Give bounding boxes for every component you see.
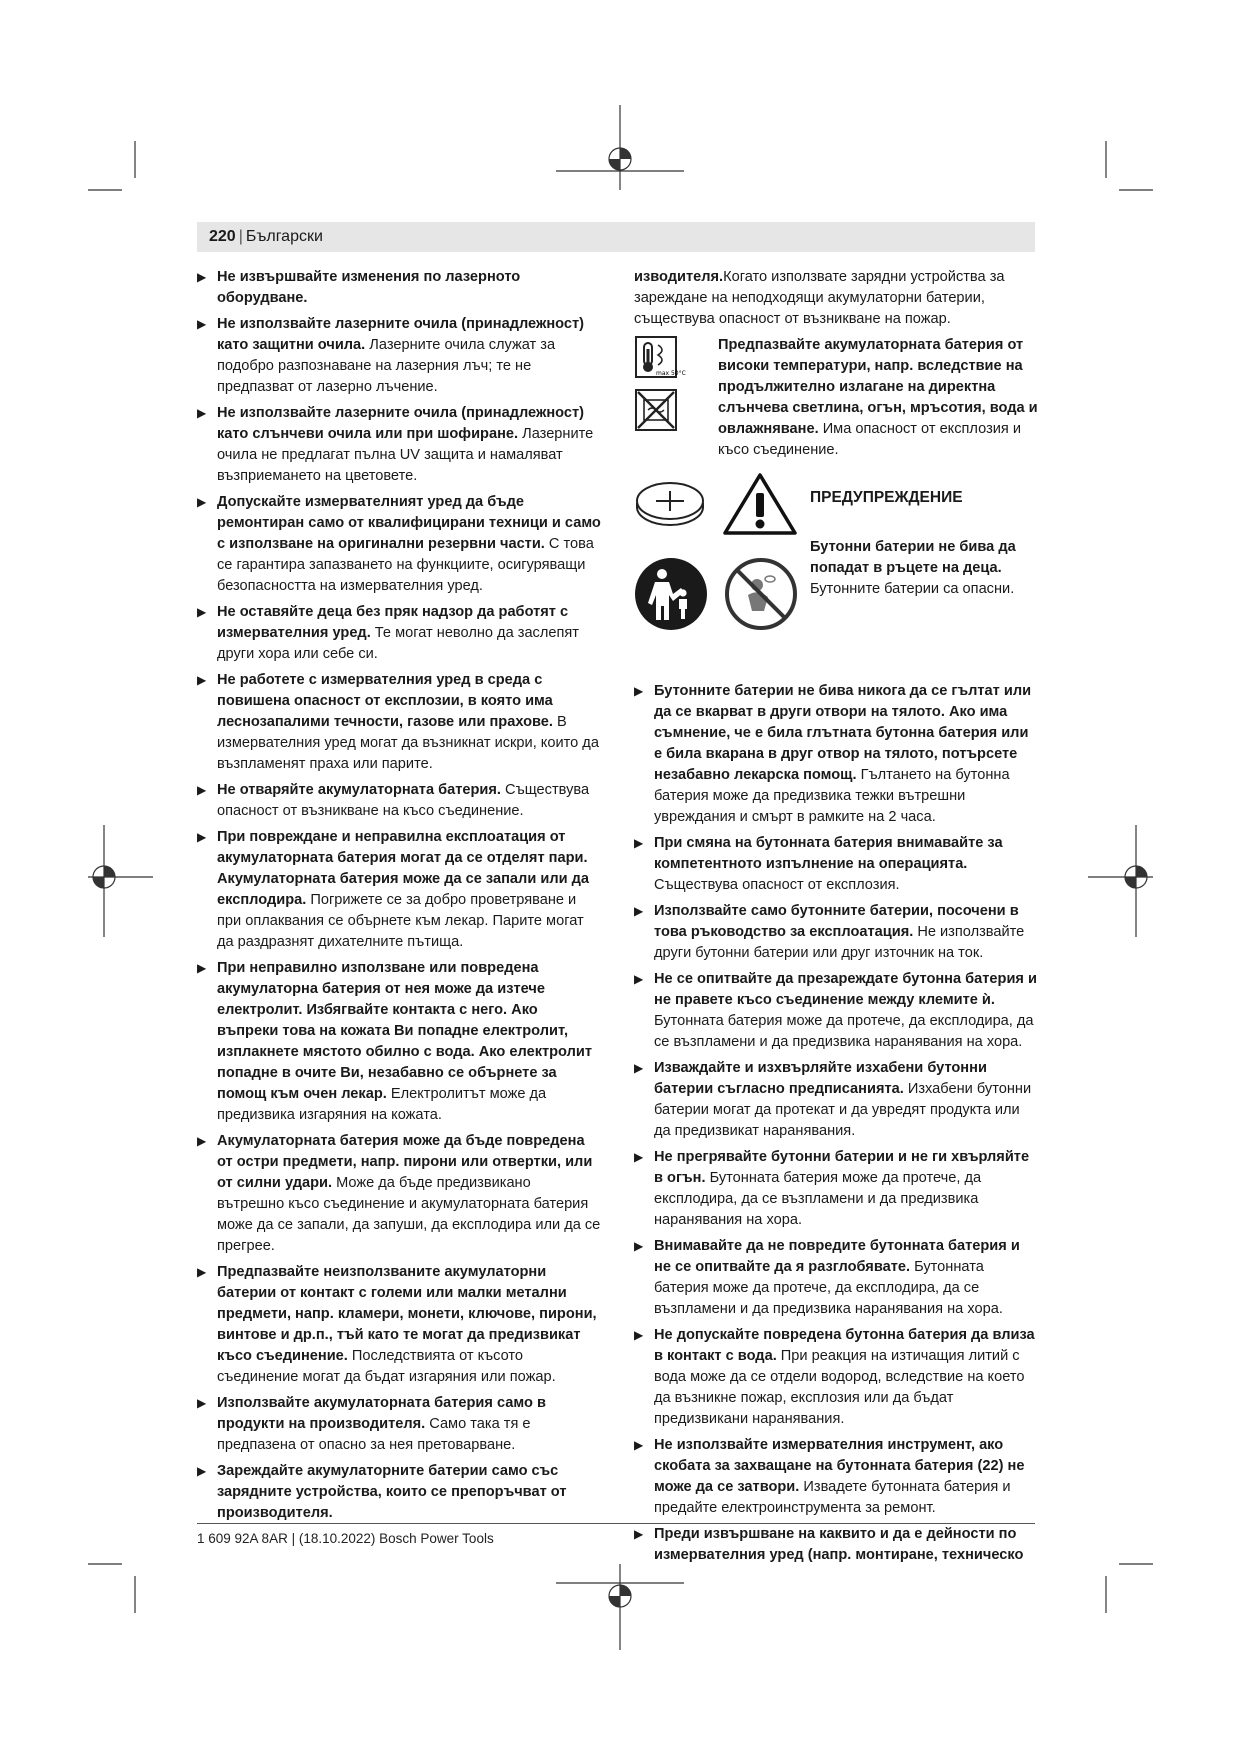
bullet-arrow-icon: ▶: [197, 317, 207, 331]
safety-item-text: С това се гарантира запазването на функциите, осигуряващи безопасността на измервателния уред.: [217, 536, 594, 594]
bullet-arrow-icon: ▶: [197, 1464, 207, 1478]
page-number: 220: [209, 228, 236, 245]
safety-item-bold: Не допускайте повредена бутонна батерия да влиза в контакт с вода.: [654, 1327, 1035, 1364]
safety-item: [634, 1524, 1038, 1566]
safety-item-bold: При смяна на бутонната батерия внимавайте за компетентното изпълнение на операцията.: [654, 835, 1003, 872]
safety-item-bold: Предпазвайте неизползваните акумулаторни батерии от контакт с големи или малки метални предмети, напр. кламери, монети, ключове, пирони, винтове и др.п., тъй като те могат да предизвикат късо съединение.: [217, 1264, 597, 1364]
safety-item-text: Те могат неволно да заслепят други хора или себе си.: [217, 625, 579, 662]
no-water-icon: [634, 388, 678, 432]
safety-item: [197, 314, 601, 398]
bullet-arrow-icon: ▶: [634, 1527, 644, 1541]
bullet-arrow-icon: ▶: [197, 1265, 207, 1279]
bullet-arrow-icon: ▶: [634, 1438, 644, 1452]
safety-item-text: Може да бъде предизвикано вътрешно късо съединение и акумулаторната батерия може да се запали, да запуши, да експлодира или да се прегрее.: [217, 1175, 601, 1254]
bullet-arrow-icon: ▶: [197, 1134, 207, 1148]
header-separator: |: [238, 228, 243, 245]
safety-item-text: Не използвайте други бутонни батерии или друг източник на ток.: [654, 924, 1025, 961]
bullet-arrow-icon: ▶: [197, 1396, 207, 1410]
bullet-arrow-icon: ▶: [634, 1061, 644, 1075]
safety-item-text: В измервателния уред могат да възникнат искри, които да възпламенят праха или парите.: [217, 714, 599, 772]
button-battery-icon: [634, 479, 706, 527]
safety-item-text: Изхабени бутонни батерии могат да протекат и да увредят продукта или да предизвикат наранявания.: [654, 1081, 1032, 1139]
bullet-arrow-icon: ▶: [634, 836, 644, 850]
safety-item-text: Гълтането на бутонна батерия може да предизвика тежки вътрешни увреждания и смърт в рамките на 2 часа.: [654, 767, 1010, 825]
safety-item: [634, 1236, 1038, 1320]
bullet-arrow-icon: ▶: [634, 684, 644, 698]
safety-item-text: Бутонната батерия може да протече, да експлодира, да се възпламени и да предизвика наранявания на хора.: [654, 1170, 982, 1228]
safety-item-text: Само така тя е предпазена от опасно за нея претоварване.: [217, 1416, 531, 1453]
bullet-arrow-icon: ▶: [197, 270, 207, 284]
bullet-arrow-icon: ▶: [197, 961, 207, 975]
safety-item-bold: Не се опитвайте да презареждате бутонна батерия и не правете късо съединение между клемите ѝ.: [654, 971, 1037, 1008]
heat-warning-text: Предпазвайте акумулаторната батерия от високи температури, напр. вследствие на продължително излагане на директна слънчева светлина, огън, мръсотия, вода и овлажняване. Има опасност от експлозия и късо съединение.: [718, 337, 1038, 458]
button-battery-warning-text: Бутонни батерии не бива да попадат в ръцете на деца. Бутонните батерии са опасни.: [810, 539, 1016, 597]
safety-item: [197, 1262, 601, 1388]
warning-title: ПРЕДУПРЕЖДЕНИЕ: [810, 489, 963, 506]
footer-rule: [197, 1523, 1035, 1524]
safety-item: [197, 780, 601, 822]
safety-item-text: Съществува опасност от експлозия.: [654, 877, 900, 893]
safety-item: [197, 1461, 601, 1524]
svg-text:max 50°C: max 50°C: [656, 370, 686, 377]
bullet-arrow-icon: ▶: [634, 972, 644, 986]
safety-item: [197, 267, 601, 309]
safety-item-bold: Не използвайте измервателния инструмент, ако скобата за захващане на бутонната батерия (22) не може да се затвори.: [654, 1437, 1025, 1495]
safety-item: [197, 403, 601, 487]
page-footer: 1 609 92A 8AR | (18.10.2022) Bosch Power Tools: [197, 1531, 494, 1546]
safety-item-bold: Не оставяйте деца без пряк надзор да работят с измервателния уред.: [217, 604, 569, 641]
safety-item: [634, 969, 1038, 1053]
bullet-arrow-icon: ▶: [634, 904, 644, 918]
safety-item-bold: Зареждайте акумулаторните батерии само със зарядните устройства, които се препоръчват от производителя.: [217, 1463, 567, 1521]
bullet-arrow-icon: ▶: [197, 783, 207, 797]
safety-item-bold: Не отваряйте акумулаторната батерия.: [217, 782, 501, 798]
safety-item-text: Бутонната батерия може да протече, да експлодира, да се възпламени и да предизвика наранявания на хора.: [654, 1259, 1003, 1317]
page-header: [209, 227, 323, 247]
safety-item-bold: Акумулаторната батерия може да бъде повредена от остри предмети, напр. пирони или отвертки, или от силни удари.: [217, 1133, 593, 1191]
safety-item-text: Погрижете се за добро проветряване и при оплаквания се обърнете към лекар. Парите могат да раздразнят дихателните пътища.: [217, 892, 584, 950]
right-column: [634, 267, 1038, 1571]
safety-item: [197, 827, 601, 953]
bullet-arrow-icon: ▶: [197, 605, 207, 619]
safety-item-bold: Използвайте само бутонните батерии, посочени в това ръководство за експлоатация.: [654, 903, 1019, 940]
safety-item: [634, 901, 1038, 964]
safety-item-text: Бутонната батерия може да протече, да експлодира, да се възпламени и да предизвика наранявания на хора.: [654, 1013, 1034, 1050]
safety-item-bold: Не работете с измервателния уред в среда с повишена опасност от експлозии, в която има леснозапалими течности, газове или прахове.: [217, 672, 553, 730]
safety-item: [634, 1147, 1038, 1231]
safety-item: [197, 492, 601, 597]
do-not-swallow-icon: [724, 557, 798, 631]
safety-item-bold: Внимавайте да не повредите бутонната батерия и не се опитвайте да я разглобявате.: [654, 1238, 1020, 1275]
bullet-arrow-icon: ▶: [634, 1328, 644, 1342]
safety-item-bold: Използвайте акумулаторната батерия само в продукти на производителя.: [217, 1395, 546, 1432]
safety-item-text: Съществува опасност от възникване на късо съединение.: [217, 782, 590, 819]
left-column: [197, 267, 601, 1529]
safety-item-bold: Не извършвайте изменения по лазерното оборудване.: [217, 269, 521, 306]
safety-item: [197, 1131, 601, 1257]
safety-item-text: Извадете бутонната батерия и предайте електроинструмента за ремонт.: [654, 1479, 1011, 1516]
safety-item-bold: При повреждане и неправилна експлоатация от акумулаторната батерия могат да се отделят пари. Акумулаторната батерия може да се запали или да експлодира.: [217, 829, 589, 908]
thermometer-icon: [634, 335, 686, 379]
bullet-arrow-icon: ▶: [197, 495, 207, 509]
safety-item-text: При реакция на изтичащия литий с вода може да се отдели водород, вследствие на което да възникне пожар, експлозия или да бъдат предизвикани наранявания.: [654, 1348, 1025, 1427]
bullet-arrow-icon: ▶: [634, 1239, 644, 1253]
safety-item: [197, 1393, 601, 1456]
safety-item: [197, 670, 601, 775]
heat-icons: [634, 335, 718, 439]
safety-item-bold: Допускайте измервателният уред да бъде ремонтиран само от квалифицирани техници и само с използване на оригинални резервни части.: [217, 494, 601, 552]
safety-item: [634, 1435, 1038, 1519]
bullet-arrow-icon: ▶: [197, 673, 207, 687]
bullet-arrow-icon: ▶: [197, 406, 207, 420]
safety-item-bold: Не прегрявайте бутонни батерии и не ги хвърляйте в огън.: [654, 1149, 1030, 1186]
header-language: Български: [245, 228, 323, 245]
safety-item-text: Лазерните очила служат за подобро разпознаване на лазерния лъч; те не предпазват от лазерно лъчение.: [217, 337, 556, 395]
safety-item: [634, 1058, 1038, 1142]
safety-item-bold: Преди извършване на каквито и да е дейности по измервателния уред (напр. монтиране, техническо: [654, 1526, 1024, 1563]
safety-item-bold: Бутонните батерии не бива никога да се гълтат или да се вкарват в други отвори на тялото. Ако има съмнение, че е била глътната бутонна батерия или е била вкарана в друг отвор на тялото, потърсете незабавно лекарска помощ.: [654, 683, 1032, 783]
button-battery-warning: [634, 469, 1038, 675]
bullet-arrow-icon: ▶: [634, 1150, 644, 1164]
safety-item-bold: Не използвайте лазерните очила (принадлежност) като слънчеви очила или при шофиране.: [217, 405, 584, 442]
safety-item: [197, 958, 601, 1126]
safety-item: [634, 1325, 1038, 1430]
safety-item-text: Електролитът може да предизвика изгаряния на кожата.: [217, 1086, 547, 1123]
safety-item-bold: Изваждайте и изхвърляйте изхабени бутонни батерии съгласно предписанията.: [654, 1060, 987, 1097]
button-battery-safety-list: [634, 681, 1038, 1566]
safety-item: [634, 833, 1038, 896]
safety-item-bold: Не използвайте лазерните очила (принадлежност) като защитни очила.: [217, 316, 584, 353]
keep-away-from-children-icon: [634, 557, 708, 631]
safety-item-bold: При неправилно използване или повредена акумулаторна батерия от нея може да изтече електролит. Избягвайте контакта с него. Ако въпреки това на кожата Ви попадне електролит, изплакнете мястото обилно с вода. Ако електролит попадне в очите Ви, незабавно се обърнете за помощ към очен лекар.: [217, 960, 592, 1102]
warning-triangle-icon: [722, 471, 798, 537]
heat-warning-block: [634, 335, 1038, 461]
safety-item: [634, 681, 1038, 828]
continuation-paragraph: изводителя.Когато използвате зарядни устройства за зареждане на неподходящи акумулаторни батерии, съществува опасност от възникване на пожар.: [634, 269, 1005, 327]
safety-item-text: Лазерните очила не предлагат пълна UV защита и намаляват възприемането на цветовете.: [217, 426, 594, 484]
safety-item-text: Последствията от късото съединение могат да бъдат изгаряния или пожар.: [217, 1348, 556, 1385]
safety-item: [197, 602, 601, 665]
bullet-arrow-icon: ▶: [197, 830, 207, 844]
